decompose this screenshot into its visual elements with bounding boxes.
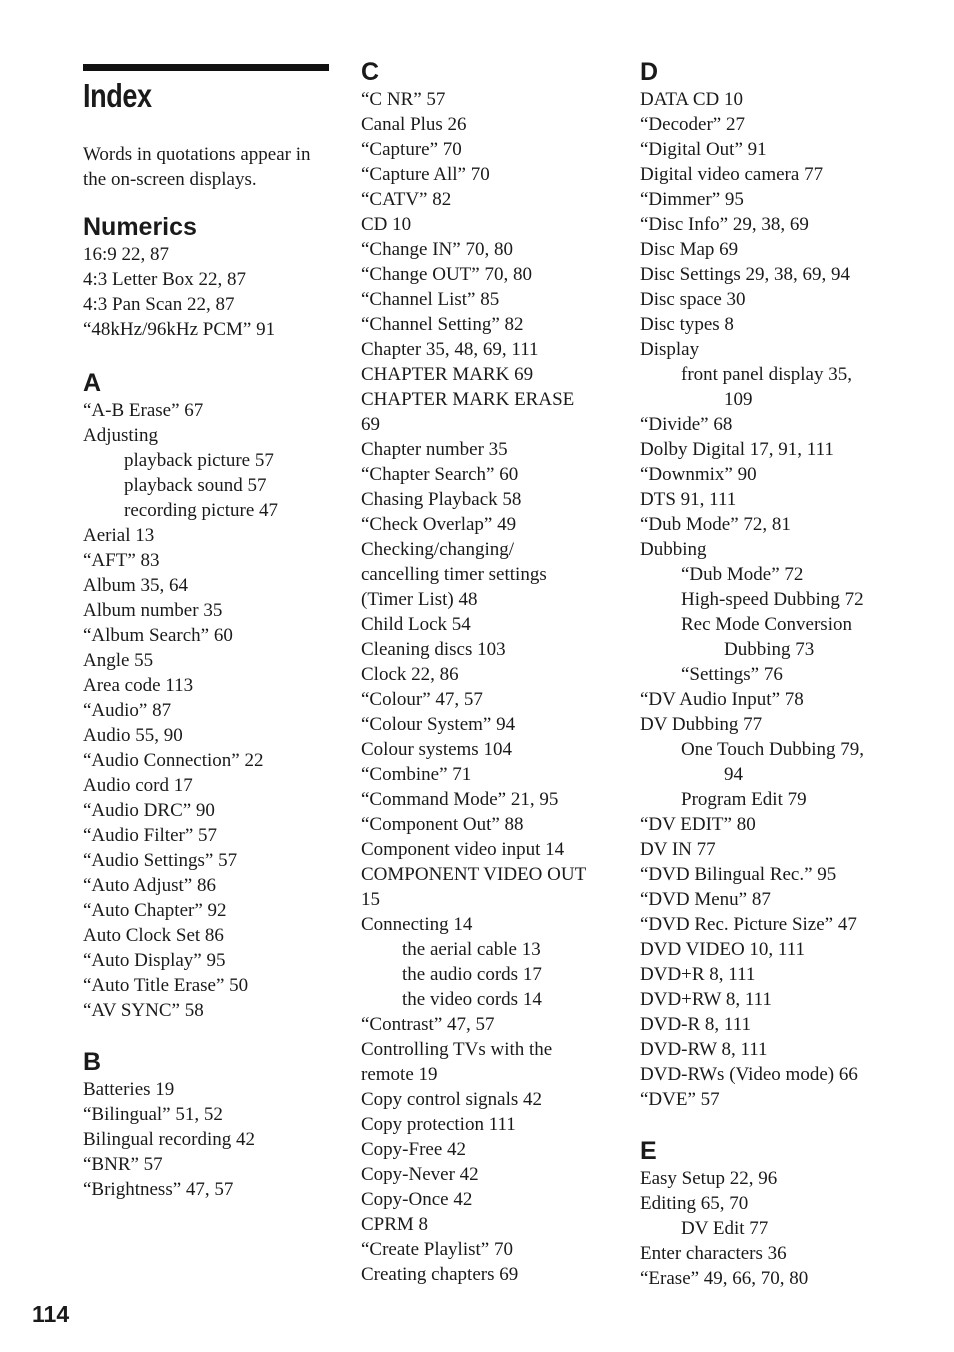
index-entry: “C NR” 57 — [361, 89, 446, 110]
intro-line: Words in quotations appear in — [83, 144, 311, 165]
index-entry: Copy protection 111 — [361, 1114, 516, 1135]
index-entry: Controlling TVs with the — [361, 1039, 553, 1060]
index-entry: “Change IN” 70, 80 — [361, 239, 513, 260]
page-title: Index — [83, 77, 152, 114]
index-entry: “Audio Connection” 22 — [83, 750, 264, 771]
index-entry: One Touch Dubbing 79, — [681, 739, 865, 760]
index-entry: “Create Playlist” 70 — [361, 1239, 513, 1260]
index-entry: DVD+R 8, 111 — [640, 964, 756, 985]
index-entry: Chapter 35, 48, 69, 111 — [361, 339, 539, 360]
index-entry: “Chapter Search” 60 — [361, 464, 519, 485]
index-entry: Copy-Never 42 — [361, 1164, 479, 1185]
index-entry-list — [640, 1166, 808, 1291]
index-entry: Enter characters 36 — [640, 1243, 787, 1264]
index-entry: “Dub Mode” 72, 81 — [640, 514, 791, 535]
index-entry: “DVD Menu” 87 — [640, 889, 771, 910]
index-entry: “Downmix” 90 — [640, 464, 757, 485]
index-entry: “Auto Adjust” 86 — [83, 875, 216, 896]
index-entry: Rec Mode Conversion — [681, 614, 852, 635]
index-entry: Area code 113 — [83, 675, 194, 696]
index-entry: “Brightness” 47, 57 — [83, 1179, 234, 1200]
index-entry: DV Edit 77 — [681, 1218, 769, 1239]
index-entry: Component video input 14 — [361, 839, 565, 860]
index-entry: “Album Search” 60 — [83, 625, 233, 646]
index-entry-list — [83, 398, 278, 1023]
index-entry: Editing 65, 70 — [640, 1193, 749, 1214]
index-entry: (Timer List) 48 — [361, 589, 478, 610]
index-entry: DATA CD 10 — [640, 89, 743, 110]
index-entry: “Component Out” 88 — [361, 814, 524, 835]
index-section-e — [640, 1136, 808, 1291]
index-entry: “A-B Erase” 67 — [83, 400, 204, 421]
index-entry: 4:3 Pan Scan 22, 87 — [83, 294, 235, 315]
index-entry: Display — [640, 339, 700, 360]
index-entry: DVD-RW 8, 111 — [640, 1039, 768, 1060]
index-entry: Dolby Digital 17, 91, 111 — [640, 439, 834, 460]
index-entry: “Channel Setting” 82 — [361, 314, 524, 335]
index-entry: CPRM 8 — [361, 1214, 429, 1235]
index-entry: “Colour” 47, 57 — [361, 689, 483, 710]
index-entry: 94 — [724, 764, 743, 785]
index-entry: Program Edit 79 — [681, 789, 807, 810]
index-entry: “DVE” 57 — [640, 1089, 720, 1110]
index-entry: “Auto Display” 95 — [83, 950, 226, 971]
index-entry: “Command Mode” 21, 95 — [361, 789, 559, 810]
index-entry: DV Dubbing 77 — [640, 714, 763, 735]
index-entry: Chasing Playback 58 — [361, 489, 522, 510]
index-entry: “Channel List” 85 — [361, 289, 500, 310]
index-entry: playback sound 57 — [124, 475, 267, 496]
index-entry: Album 35, 64 — [83, 575, 189, 596]
index-entry: Copy control signals 42 — [361, 1089, 543, 1110]
index-entry: “Colour System” 94 — [361, 714, 516, 735]
index-entry: “Capture” 70 — [361, 139, 462, 160]
index-entry: “Digital Out” 91 — [640, 139, 767, 160]
index-entry: Creating chapters 69 — [361, 1264, 519, 1285]
index-entry: “Change OUT” 70, 80 — [361, 264, 532, 285]
index-entry: 69 — [361, 414, 380, 435]
index-entry: “Combine” 71 — [361, 764, 472, 785]
index-entry: the audio cords 17 — [402, 964, 542, 985]
index-entry: front panel display 35, — [681, 364, 852, 385]
index-entry: “Dub Mode” 72 — [681, 564, 804, 585]
index-entry: “Audio Filter” 57 — [83, 825, 218, 846]
index-entry: “Audio” 87 — [83, 700, 172, 721]
index-entry: DVD-RWs (Video mode) 66 — [640, 1064, 858, 1085]
index-entry: Auto Clock Set 86 — [83, 925, 224, 946]
index-section-numerics — [83, 212, 275, 342]
index-entry: 109 — [724, 389, 753, 410]
index-entry: “DV Audio Input” 78 — [640, 689, 804, 710]
index-entry: Checking/changing/ — [361, 539, 515, 560]
section-heading: D — [640, 58, 659, 86]
index-entry: “Auto Chapter” 92 — [83, 900, 227, 921]
index-entry: Child Lock 54 — [361, 614, 471, 635]
index-entry: CHAPTER MARK 69 — [361, 364, 534, 385]
index-entry: Album number 35 — [83, 600, 223, 621]
index-entry: Bilingual recording 42 — [83, 1129, 256, 1150]
index-entry: Digital video camera 77 — [640, 164, 824, 185]
index-entry: “AV SYNC” 58 — [83, 1000, 204, 1021]
index-section-c — [361, 57, 586, 1287]
index-entry: Aerial 13 — [83, 525, 155, 546]
index-entry: Copy-Once 42 — [361, 1189, 473, 1210]
index-entry: “Auto Title Erase” 50 — [83, 975, 249, 996]
intro-line: the on-screen displays. — [83, 169, 257, 190]
index-entry: Colour systems 104 — [361, 739, 512, 760]
section-heading: B — [83, 1048, 102, 1076]
index-entry: playback picture 57 — [124, 450, 274, 471]
index-entry: Canal Plus 26 — [361, 114, 467, 135]
index-entry: “AFT” 83 — [83, 550, 160, 571]
index-entry: recording picture 47 — [124, 500, 279, 521]
index-entry: “Bilingual” 51, 52 — [83, 1104, 223, 1125]
index-entry: “DV EDIT” 80 — [640, 814, 756, 835]
index-entry-list — [83, 242, 275, 342]
index-entry: Angle 55 — [83, 650, 154, 671]
index-entry: “48kHz/96kHz PCM” 91 — [83, 319, 276, 340]
title-rule — [83, 64, 329, 71]
section-heading: E — [640, 1137, 657, 1165]
index-entry: the aerial cable 13 — [402, 939, 541, 960]
index-entry: Dubbing 73 — [724, 639, 815, 660]
index-entry: Disc Settings 29, 38, 69, 94 — [640, 264, 851, 285]
index-entry: “Dimmer” 95 — [640, 189, 744, 210]
index-entry: COMPONENT VIDEO OUT — [361, 864, 587, 885]
section-heading: Numerics — [83, 213, 197, 241]
index-entry-list — [361, 87, 586, 1287]
index-entry: DV IN 77 — [640, 839, 716, 860]
index-entry: “Capture All” 70 — [361, 164, 490, 185]
index-entry: “Audio DRC” 90 — [83, 800, 215, 821]
index-entry: Dubbing — [640, 539, 707, 560]
index-entry: DTS 91, 111 — [640, 489, 737, 510]
index-entry: the video cords 14 — [402, 989, 542, 1010]
index-entry: 16:9 22, 87 — [83, 244, 170, 265]
index-entry: CHAPTER MARK ERASE — [361, 389, 575, 410]
index-entry: “DVD Rec. Picture Size” 47 — [640, 914, 857, 935]
index-entry: “Divide” 68 — [640, 414, 733, 435]
index-section-a — [83, 368, 278, 1023]
index-entry: Cleaning discs 103 — [361, 639, 506, 660]
index-entry: 15 — [361, 889, 380, 910]
index-entry: “Audio Settings” 57 — [83, 850, 238, 871]
index-entry: cancelling timer settings — [361, 564, 547, 585]
section-heading: C — [361, 58, 380, 86]
index-entry: CD 10 — [361, 214, 412, 235]
index-entry: “BNR” 57 — [83, 1154, 163, 1175]
index-entry: “CATV” 82 — [361, 189, 452, 210]
index-entry: Adjusting — [83, 425, 158, 446]
index-entry: “Decoder” 27 — [640, 114, 745, 135]
index-entry: High-speed Dubbing 72 — [681, 589, 864, 610]
index-entry: Audio 55, 90 — [83, 725, 183, 746]
page-number: 114 — [32, 1301, 70, 1327]
index-entry-list — [83, 1077, 255, 1202]
index-entry: Easy Setup 22, 96 — [640, 1168, 778, 1189]
index-entry: “Settings” 76 — [681, 664, 783, 685]
index-entry: Copy-Free 42 — [361, 1139, 467, 1160]
index-entry: remote 19 — [361, 1064, 438, 1085]
index-entry: “Contrast” 47, 57 — [361, 1014, 495, 1035]
index-entry-list — [640, 87, 864, 1112]
index-entry: Audio cord 17 — [83, 775, 193, 796]
index-entry: “Erase” 49, 66, 70, 80 — [640, 1268, 809, 1289]
index-entry: Disc space 30 — [640, 289, 746, 310]
index-entry: 4:3 Letter Box 22, 87 — [83, 269, 247, 290]
index-entry: DVD-R 8, 111 — [640, 1014, 752, 1035]
index-section-b — [83, 1047, 255, 1202]
index-entry: DVD+RW 8, 111 — [640, 989, 772, 1010]
index-entry: Batteries 19 — [83, 1079, 175, 1100]
index-entry: Clock 22, 86 — [361, 664, 459, 685]
index-entry: “Disc Info” 29, 38, 69 — [640, 214, 809, 235]
index-entry: Connecting 14 — [361, 914, 473, 935]
intro-text — [83, 142, 333, 192]
index-entry: Disc types 8 — [640, 314, 734, 335]
index-entry: Chapter number 35 — [361, 439, 508, 460]
index-entry: “DVD Bilingual Rec.” 95 — [640, 864, 837, 885]
section-heading: A — [83, 369, 102, 397]
index-entry: “Check Overlap” 49 — [361, 514, 517, 535]
index-entry: DVD VIDEO 10, 111 — [640, 939, 806, 960]
index-section-d — [640, 57, 864, 1112]
index-entry: Disc Map 69 — [640, 239, 739, 260]
